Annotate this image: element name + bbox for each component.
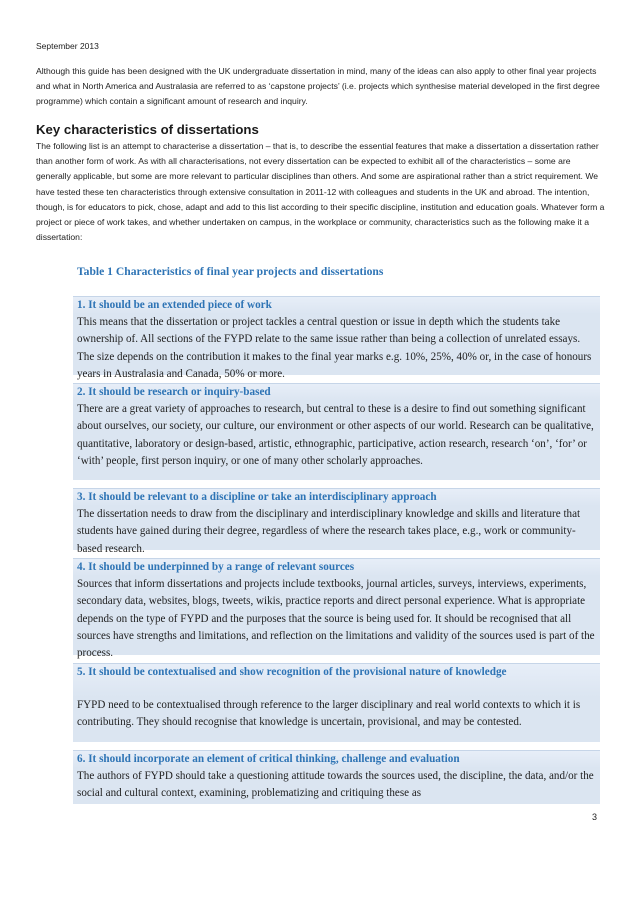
section-body-paragraph: The following list is an attempt to characterise a dissertation – that is, to describe the essential features that make a dissertation a dissertation rather than another form of work. As with all characterisations, not every dissertation can be expected to exhibit all of the characteristics – some are generally applicable, but some are more relevant to particular disciplines than others. And some are aspirational rather than a strict requirement. We have tested these ten characteristics through extensive consultation in 2011-12 with colleagues and students in the UK and abroad. The intention, though, is for educators to pick, chose, adapt and add to this list according to their specific discipline, institution and education goals. Whatever form a project or piece of work takes, and whether undertaken on campus, in the workplace or community, characteristics such as the following make it a dissertation: — [36, 141, 605, 243]
table-row — [73, 558, 600, 660]
characteristics-table — [73, 296, 600, 804]
table-row-body: The authors of FYPD should take a questioning attitude towards the sources used, the discipline, the data, and/or the social and cultural context, examining, problematizing and critiquing these as — [77, 770, 594, 800]
table-row-body: There are a great variety of approaches to research, but central to these is a desire to find out something significant about ourselves, our society, our culture, our environment or other aspects of our world. Research can be qualitative, quantitative, laboratory or design-based, artistic, ethnographic, participative, action research, research ‘on’, ‘for’ or ‘with’ people, first person inquiry, or one of many other scholarly approaches. — [77, 403, 594, 467]
table-row — [73, 488, 600, 555]
table-row — [73, 750, 600, 804]
page-number: 3 — [592, 812, 598, 822]
table-row-heading: 4. It should be underpinned by a range of relevant sources — [73, 558, 600, 576]
table-row-body: The dissertation needs to draw from the disciplinary and interdisciplinary knowledge and skills and literature that students have gained during their degree, regardless of where the research takes place, e.g., work or community-based research. — [77, 508, 581, 555]
table-row — [73, 663, 600, 742]
table-row — [73, 383, 600, 480]
table-row — [73, 296, 600, 380]
table-row-heading: 5. It should be contextualised and show recognition of the provisional nature of knowledge — [73, 663, 600, 697]
table-row-body: Sources that inform dissertations and projects include textbooks, journal articles, surveys, interviews, experiments, secondary data, websites, blogs, tweets, wikis, practice reports and direct personal experience. What is appropriate depends on the type of FYPD and the purposes that the source is being used for. It should be recognised that all sources have strengths and limitations, and reflection on the limitations and validity of the sources used is part of the process. — [77, 578, 595, 660]
table-row-body: This means that the dissertation or project tackles a central question or issue in depth which the students take ownership of. All sections of the FYPD relate to the same issue rather than being a collection of unrelated essays. The size depends on the contribution it makes to the final year marks e.g. 10%, 25%, 40% or, in the case of honours years in Australasia and Canada, 50% or more. — [77, 316, 592, 380]
intro-paragraph: Although this guide has been designed with the UK undergraduate dissertation in mind, many of the ideas can also apply to other final year projects and what in North America and Australasia are referred to as ‘capstone projects’ (i.e. projects which synthesise material developed in the first degree programme) which contain a significant amount of research and inquiry. — [36, 66, 600, 107]
table-row-heading: 3. It should be relevant to a discipline or take an interdisciplinary approach — [73, 488, 600, 506]
table-row-heading: 6. It should incorporate an element of critical thinking, challenge and evaluation — [73, 750, 600, 768]
header-date: September 2013 — [36, 41, 99, 51]
section-heading: Key characteristics of dissertations — [36, 122, 259, 137]
table-row-body: FYPD need to be contextualised through reference to the larger disciplinary and real world contexts to which it is contributing. They should recognise that knowledge is uncertain, provisional, and may be contested. — [77, 699, 581, 729]
table-row-heading: 1. It should be an extended piece of work — [73, 296, 600, 314]
table-caption: Table 1 Characteristics of final year projects and dissertations — [77, 265, 384, 278]
table-row-heading: 2. It should be research or inquiry-based — [73, 383, 600, 401]
